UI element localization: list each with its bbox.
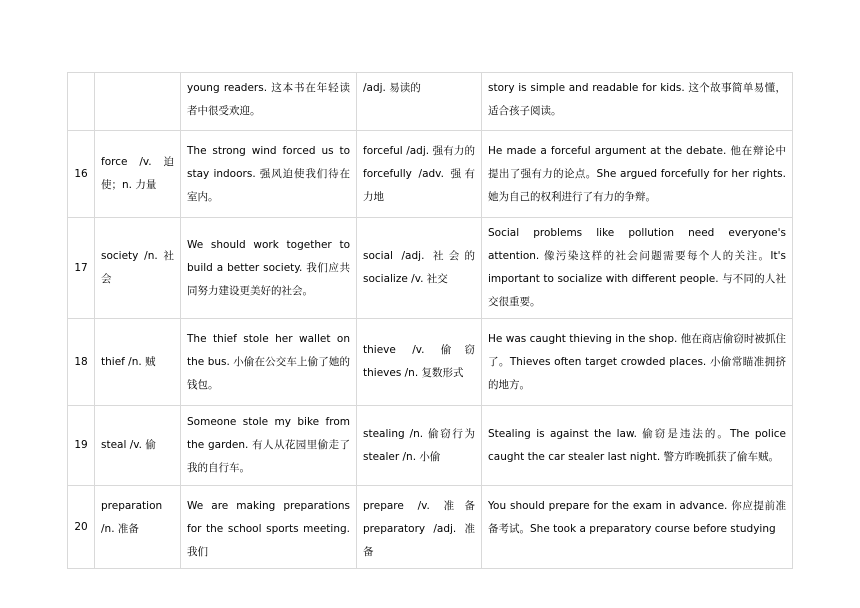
derived-example-cell: He was caught thieving in the shop. 他在商店偷窃时被抓住了。Thieves often target crowded places. 小偷常瞄准拥挤的地方。 [482,319,793,406]
example-cell: We are making preparations for the school sports meeting. 我们 [181,486,357,569]
derived-example-cell: story is simple and readable for kids. 这个故事简单易懂，适合孩子阅读。 [482,73,793,131]
derived-example-cell: He made a forceful argument at the debate. 他在辩论中提出了强有力的论点。She argued forcefully for her rights. 她为自己的权利进行了有力的争辩。 [482,131,793,218]
derived-word-cell: /adj. 易读的 [357,73,482,131]
example-cell: The thief stole her wallet on the bus. 小偷在公交车上偷了她的钱包。 [181,319,357,406]
derived-word-cell: thieve /v. 偷窃 thieves /n. 复数形式 [357,319,482,406]
word-cell: force /v. 迫使；n. 力量 [95,131,181,218]
row-number: 20 [68,486,95,569]
row-number: 19 [68,406,95,486]
row-number: 18 [68,319,95,406]
example-cell: The strong wind forced us to stay indoors. 强风迫使我们待在室内。 [181,131,357,218]
derived-word-cell: forceful /adj. 强有力的 forcefully /adv. 强有力地 [357,131,482,218]
derived-example-cell: You should prepare for the exam in advance. 你应提前准备考试。She took a preparatory course before studying [482,486,793,569]
row-number: 16 [68,131,95,218]
derived-word-cell: social /adj. 社会的 socialize /v. 社交 [357,218,482,319]
derived-word-cell: stealing /n. 偷窃行为 stealer /n. 小偷 [357,406,482,486]
example-cell: young readers. 这本书在年轻读者中很受欢迎。 [181,73,357,131]
word-cell: steal /v. 偷 [95,406,181,486]
row-number [68,73,95,131]
example-cell: Someone stole my bike from the garden. 有人从花园里偷走了我的自行车。 [181,406,357,486]
table-row [68,486,793,569]
word-cell: society /n. 社会 [95,218,181,319]
word-cell [95,73,181,131]
word-cell: preparation /n. 准备 [95,486,181,569]
vocabulary-table [67,72,793,569]
table-row [68,73,793,131]
table-row [68,406,793,486]
derived-example-cell: Social problems like pollution need everyone's attention. 像污染这样的社会问题需要每个人的关注。It's important to socialize with different people. 与不同的人社交很重要。 [482,218,793,319]
table-row [68,319,793,406]
row-number: 17 [68,218,95,319]
derived-example-cell: Stealing is against the law. 偷窃是违法的。The police caught the car stealer last night. 警方昨晚抓获了偷车贼。 [482,406,793,486]
table-row [68,131,793,218]
derived-word-cell: prepare /v. 准备 preparatory /adj. 准备 [357,486,482,569]
example-cell: We should work together to build a better society. 我们应共同努力建设更美好的社会。 [181,218,357,319]
table-row [68,218,793,319]
word-cell: thief /n. 贼 [95,319,181,406]
